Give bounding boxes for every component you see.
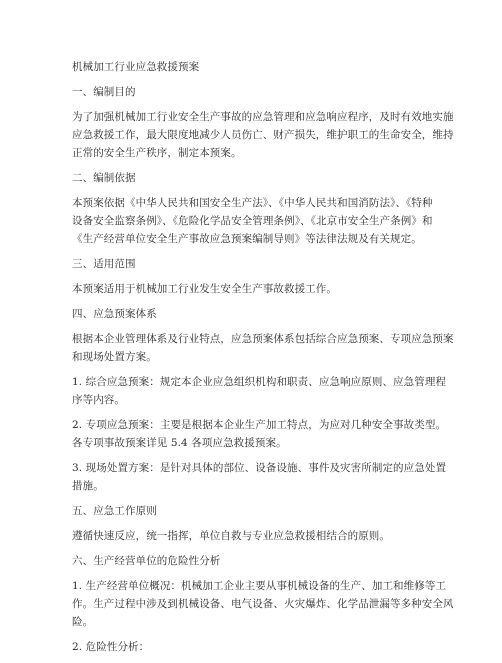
paragraph-plan-system xyxy=(72,330,454,366)
paragraph-line: 本预案依据《中华人民共和国安全生产法》、《中华人民共和国消防法》、《特种 xyxy=(72,197,433,209)
paragraph-line: 根据本企业管理体系及行业特点，应急预案体系包括综合应急预案、专项应急预案 xyxy=(72,333,454,345)
heading-text: 四、应急预案体系 xyxy=(72,308,157,320)
section-heading-basis xyxy=(72,169,434,187)
paragraph-line: 为了加强机械加工行业安全生产事故的应急管理和应急响应程序，及时有效地实施 xyxy=(72,111,454,123)
list-item-onsite-plan xyxy=(72,459,447,495)
heading-text: 五、应急工作原则 xyxy=(72,505,157,517)
paragraph-line: 1. 生产经营单位概况：机械加工企业主要从事机械设备的生产、加工和维修等工 xyxy=(72,580,447,592)
paragraph-line: 2. 专项应急预案：主要是根据本企业生产加工特点，为应对几种安全事故类型。 xyxy=(72,419,447,431)
paragraph-line: 设备安全监察条例》、《危险化学品安全管理条例》、《北京市安全生产条例》和 xyxy=(72,215,433,227)
paragraph-line: 2. 危险性分析： xyxy=(72,641,150,653)
paragraph-line: 应急救援工作，最大限度地减少人员伤亡、财产损失，维护职工的生命安全，维持 xyxy=(72,129,454,141)
paragraph-line: 作。生产过程中涉及到机械设备、电气设备、火灾爆炸、化学品泄漏等多种安全风 xyxy=(72,598,454,610)
paragraph-line: 各专项事故预案详见 5.4 各项应急救援预案。 xyxy=(72,437,287,449)
paragraph-purpose xyxy=(72,108,454,162)
paragraph-principles xyxy=(72,527,434,545)
section-heading-principles xyxy=(72,502,434,520)
document-title xyxy=(72,58,434,76)
heading-text: 一、编制目的 xyxy=(72,86,136,98)
paragraph-basis xyxy=(72,194,434,248)
paragraph-line: 3. 现场处置方案：是针对具体的部位、设备设施、事件及灾害所制定的应急处置 xyxy=(72,462,447,474)
list-item-risk-analysis xyxy=(72,638,434,656)
list-item-special-plan xyxy=(72,416,447,452)
paragraph-line: 和现场处置方案。 xyxy=(72,351,157,363)
document-body xyxy=(72,58,454,663)
paragraph-line: 《生产经营单位安全生产事故应急预案编制导则》等法律法规及有关规定。 xyxy=(72,233,422,245)
paragraph-line: 措施。 xyxy=(72,480,104,492)
heading-text: 三、适用范围 xyxy=(72,258,136,270)
list-item-unit-overview xyxy=(72,577,454,631)
paragraph-line: 1. 综合应急预案：规定本企业应急组织机构和职责、应急响应原则、应急管理程 xyxy=(72,376,447,388)
section-heading-purpose xyxy=(72,83,434,101)
section-heading-scope xyxy=(72,255,434,273)
paragraph-line: 本预案适用于机械加工行业发生安全生产事故救援工作。 xyxy=(72,283,337,295)
paragraph-line: 遵循快速反应，统一指挥，单位自救与专业应急救援相结合的原则。 xyxy=(72,530,390,542)
paragraph-line: 险。 xyxy=(72,616,94,628)
paragraph-line: 正常的安全生产秩序，制定本预案。 xyxy=(72,147,242,159)
paragraph-scope xyxy=(72,280,434,298)
title-text: 机械加工行业应急救援预案 xyxy=(72,61,200,73)
section-heading-plan-system xyxy=(72,305,434,323)
section-heading-risk-analysis xyxy=(72,552,434,570)
paragraph-line: 序等内容。 xyxy=(72,394,125,406)
heading-text: 二、编制依据 xyxy=(72,172,136,184)
heading-text: 六、生产经营单位的危险性分析 xyxy=(72,555,221,567)
list-item-comprehensive-plan xyxy=(72,373,447,409)
